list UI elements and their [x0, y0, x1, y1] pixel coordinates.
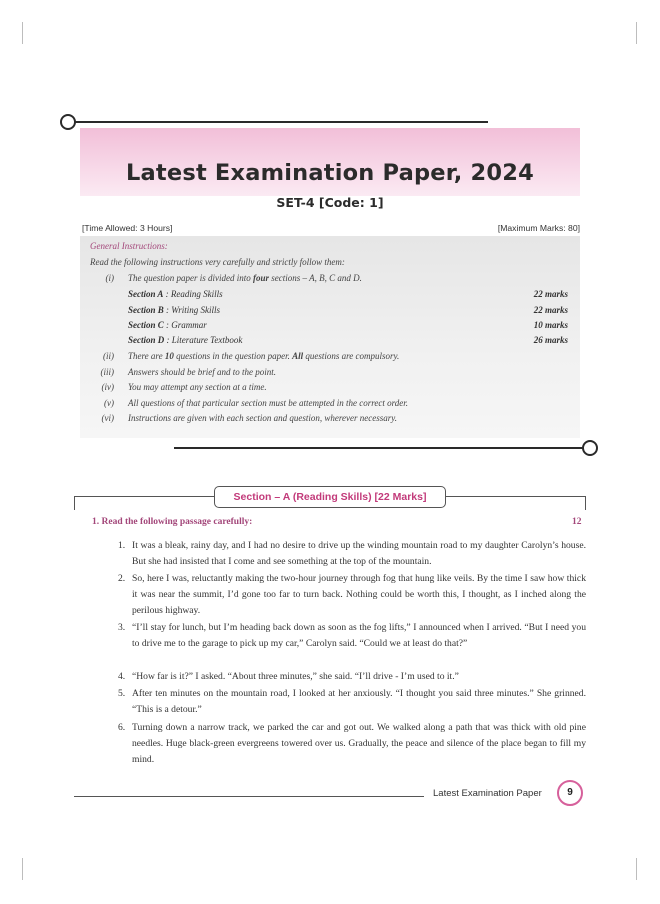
maximum-marks: [Maximum Marks: 80] — [497, 223, 580, 233]
paragraph-number: 5. — [118, 688, 126, 699]
section-row: Section A : Reading Skills — [128, 289, 223, 299]
question-marks: 12 — [572, 517, 582, 527]
paragraph-text: “I’ll stay for lunch, but I’m heading back down as soon as the fog lifts,” I announced when I arrived. “But I need you to drive me to the garage to pick up my car,” Carolyn said. “Could we at least do that?” — [132, 622, 586, 649]
section-frame-line — [585, 496, 586, 510]
paragraph-number: 1. — [118, 540, 126, 551]
instruction-number: (ii) — [103, 351, 114, 361]
footer-rule — [74, 796, 424, 797]
section-frame-line — [444, 496, 586, 497]
paragraph-text: So, here I was, reluctantly making the two-hour journey through fog that hung like veils. By the time I saw how thick it was near the summit, I’d gone too far to turn back. Nothing could be worth this, I thought, as I inched along the perilous highway. — [132, 573, 586, 616]
passage-paragraph — [118, 669, 586, 685]
passage-paragraph — [118, 571, 586, 619]
section-frame-line — [74, 496, 75, 510]
page-number: 9 — [557, 780, 583, 806]
question-heading: 1. Read the following passage carefully: — [92, 517, 253, 527]
time-allowed: [Time Allowed: 3 Hours] — [82, 223, 173, 233]
paragraph-number: 4. — [118, 671, 126, 682]
footer-label: Latest Examination Paper — [433, 788, 542, 799]
instruction-number: (iii) — [100, 367, 114, 377]
section-row: Section C : Grammar — [128, 320, 207, 330]
crop-mark — [22, 858, 23, 880]
section-marks: 22 marks — [533, 289, 568, 299]
section-marks: 22 marks — [533, 305, 568, 315]
instruction-number: (iv) — [101, 382, 114, 392]
passage-paragraph — [118, 620, 586, 652]
paragraph-text: “How far is it?” I asked. “About three minutes,” she said. “I’ll drive - I’m used to it.” — [132, 671, 459, 682]
instructions-heading: General Instructions: — [90, 241, 168, 251]
crop-mark — [22, 22, 23, 44]
passage-paragraph — [118, 720, 586, 768]
section-marks: 26 marks — [533, 335, 568, 345]
paragraph-text: Turning down a narrow track, we parked the car and got out. We walked along a path that was thick with old pine needles. Huge black-green evergreens towered over us. Gradually, the peace and silence of the place began to fill my mind. — [132, 722, 586, 765]
top-decorative-rule — [70, 121, 488, 123]
instructions-intro: Read the following instructions very carefully and strictly follow them: — [90, 257, 345, 267]
general-instructions-box — [80, 236, 580, 438]
page-subtitle: SET-4 [Code: 1] — [276, 195, 384, 210]
paragraph-number: 6. — [118, 722, 126, 733]
instruction-item: Answers should be brief and to the point. — [128, 367, 276, 377]
instruction-number: (i) — [105, 273, 114, 283]
section-row: Section B : Writing Skills — [128, 305, 221, 315]
paragraph-text: It was a bleak, rainy day, and I had no desire to drive up the winding mountain road to my daughter Carolyn’s house. But she had insisted that I come and see something at the top of the mountain. — [132, 540, 586, 567]
instruction-number: (vi) — [101, 413, 114, 423]
instruction-item: You may attempt any section at a time. — [128, 382, 267, 392]
paragraph-number: 3. — [118, 622, 126, 633]
instruction-item: There are 10 questions in the question paper. All questions are compulsory. — [128, 351, 400, 361]
section-frame-line — [74, 496, 214, 497]
passage-paragraph — [118, 538, 586, 570]
section-a-heading: Section – A (Reading Skills) [22 Marks] — [214, 486, 446, 508]
page-title: Latest Examination Paper, 2024 — [126, 160, 534, 186]
mid-ring-ornament — [582, 440, 598, 456]
passage-paragraph — [118, 686, 586, 718]
instruction-item: The question paper is divided into four sections – A, B, C and D. — [128, 273, 362, 283]
paragraph-text: After ten minutes on the mountain road, I looked at her anxiously. “I thought you said three minutes.” She grinned. “This is a detour.” — [132, 688, 586, 715]
top-ring-ornament — [60, 114, 76, 130]
crop-mark — [636, 858, 637, 880]
section-marks: 10 marks — [533, 320, 568, 330]
paragraph-number: 2. — [118, 573, 126, 584]
instruction-item: All questions of that particular section must be attempted in the correct order. — [128, 398, 409, 408]
mid-decorative-rule — [174, 447, 586, 449]
section-row: Section D : Literature Textbook — [128, 335, 243, 345]
crop-mark — [636, 22, 637, 44]
instruction-number: (v) — [104, 398, 114, 408]
instruction-item: Instructions are given with each section and question, wherever necessary. — [128, 413, 398, 423]
